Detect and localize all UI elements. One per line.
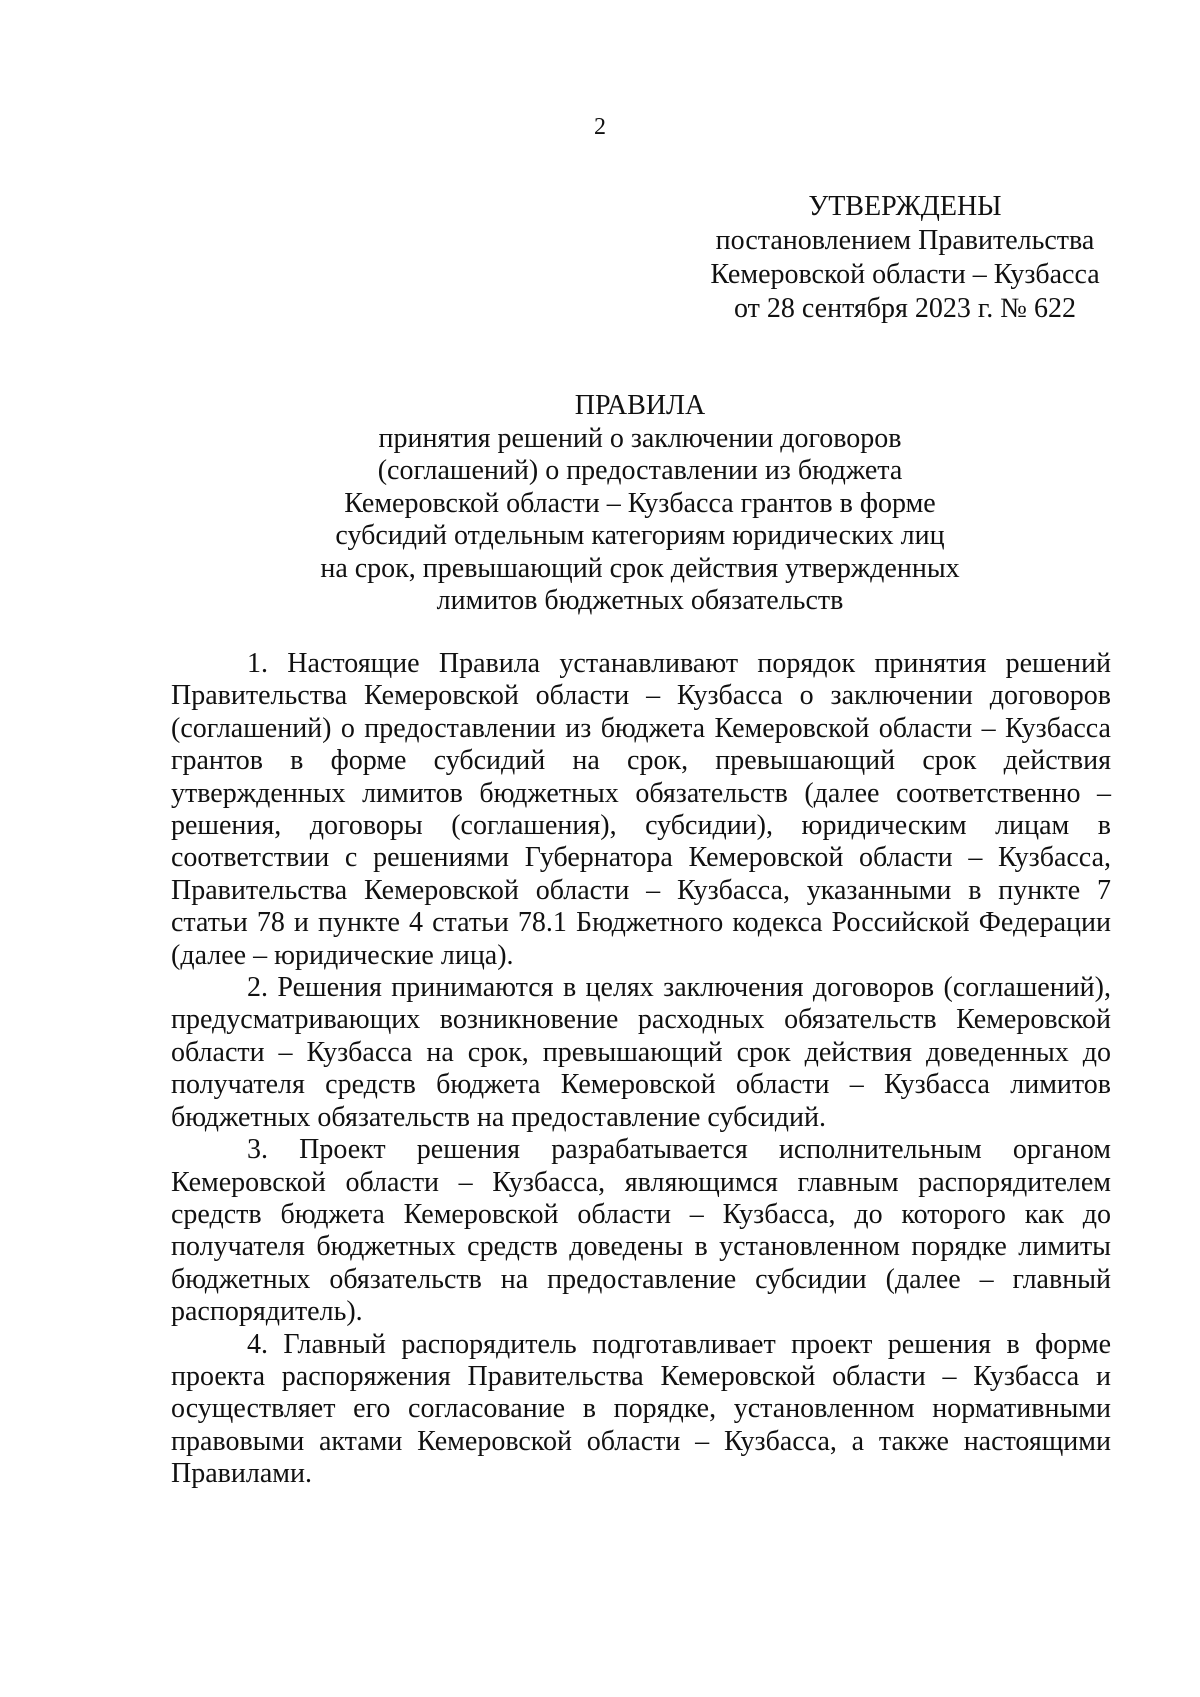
- document-body: [171, 648, 1111, 1491]
- document-title: ПРАВИЛА: [574, 390, 706, 421]
- document-subtitle-line: (соглашений) о предоставлении из бюджета: [377, 455, 903, 486]
- approval-line: постановлением Правительства: [715, 225, 1095, 256]
- paragraph-1: 1. Настоящие Правила устанавливают порядок принятия решений Правительства Кемеровской области – Кузбасса о заключении договоров (соглашений) о предоставлении из бюджета Кемеровской области – Кузбасса грантов в форме субсидий на срок, превышающий срок действия утвержденных лимитов бюджетных обязательств (далее соответственно – решения, договоры (соглашения), субсидии), юридическим лицам в соответствии с решениями Губернатора Кемеровской области – Кузбасса, Правительства Кемеровской области – Кузбасса, указанными в пункте 7 статьи 78 и пункте 4 статьи 78.1 Бюджетного кодекса Российской Федерации (далее – юридические лица).: [171, 648, 1111, 971]
- document-subtitle-line: на срок, превышающий срок действия утвержденных: [320, 552, 960, 584]
- page-number: 2: [594, 114, 606, 140]
- approval-line: Кемеровской области – Кузбасса: [710, 259, 1100, 290]
- approval-title: УТВЕРЖДЕНЫ: [808, 191, 1002, 222]
- document-subtitle-line: лимитов бюджетных обязательств: [436, 585, 844, 616]
- paragraph-3: 3. Проект решения разрабатывается исполнительным органом Кемеровской области – Кузбасса, являющимся главным распорядителем средств бюджета Кемеровской области – Кузбасса, до которого как до получателя бюджетных средств доведены в установленном порядке лимиты бюджетных обязательств на предоставление субсидии (далее – главный распорядитель).: [171, 1134, 1111, 1328]
- paragraph-4: 4. Главный распорядитель подготавливает проект решения в форме проекта распоряжения Правительства Кемеровской области – Кузбасса и осуществляет его согласование в порядке, установленном нормативными правовыми актами Кемеровской области – Кузбасса, а также настоящими Правилами.: [171, 1328, 1111, 1490]
- document-subtitle-line: Кемеровской области – Кузбасса грантов в форме: [344, 487, 936, 519]
- approval-stamp-block: [700, 190, 1110, 326]
- paragraph-2: 2. Решения принимаются в целях заключения договоров (соглашений), предусматривающих возникновение расходных обязательств Кемеровской области – Кузбасса на срок, превышающий срок действия доведенных до получателя средств бюджета Кемеровской области – Кузбасса лимитов бюджетных обязательств на предоставление субсидий.: [171, 972, 1111, 1133]
- document-subtitle-line: принятия решений о заключении договоров: [378, 422, 902, 454]
- approval-date-number: от 28 сентября 2023 г. № 622: [734, 293, 1076, 324]
- document-subtitle-line: субсидий отдельным категориям юридических лиц: [335, 520, 945, 551]
- document-heading: [170, 390, 1110, 618]
